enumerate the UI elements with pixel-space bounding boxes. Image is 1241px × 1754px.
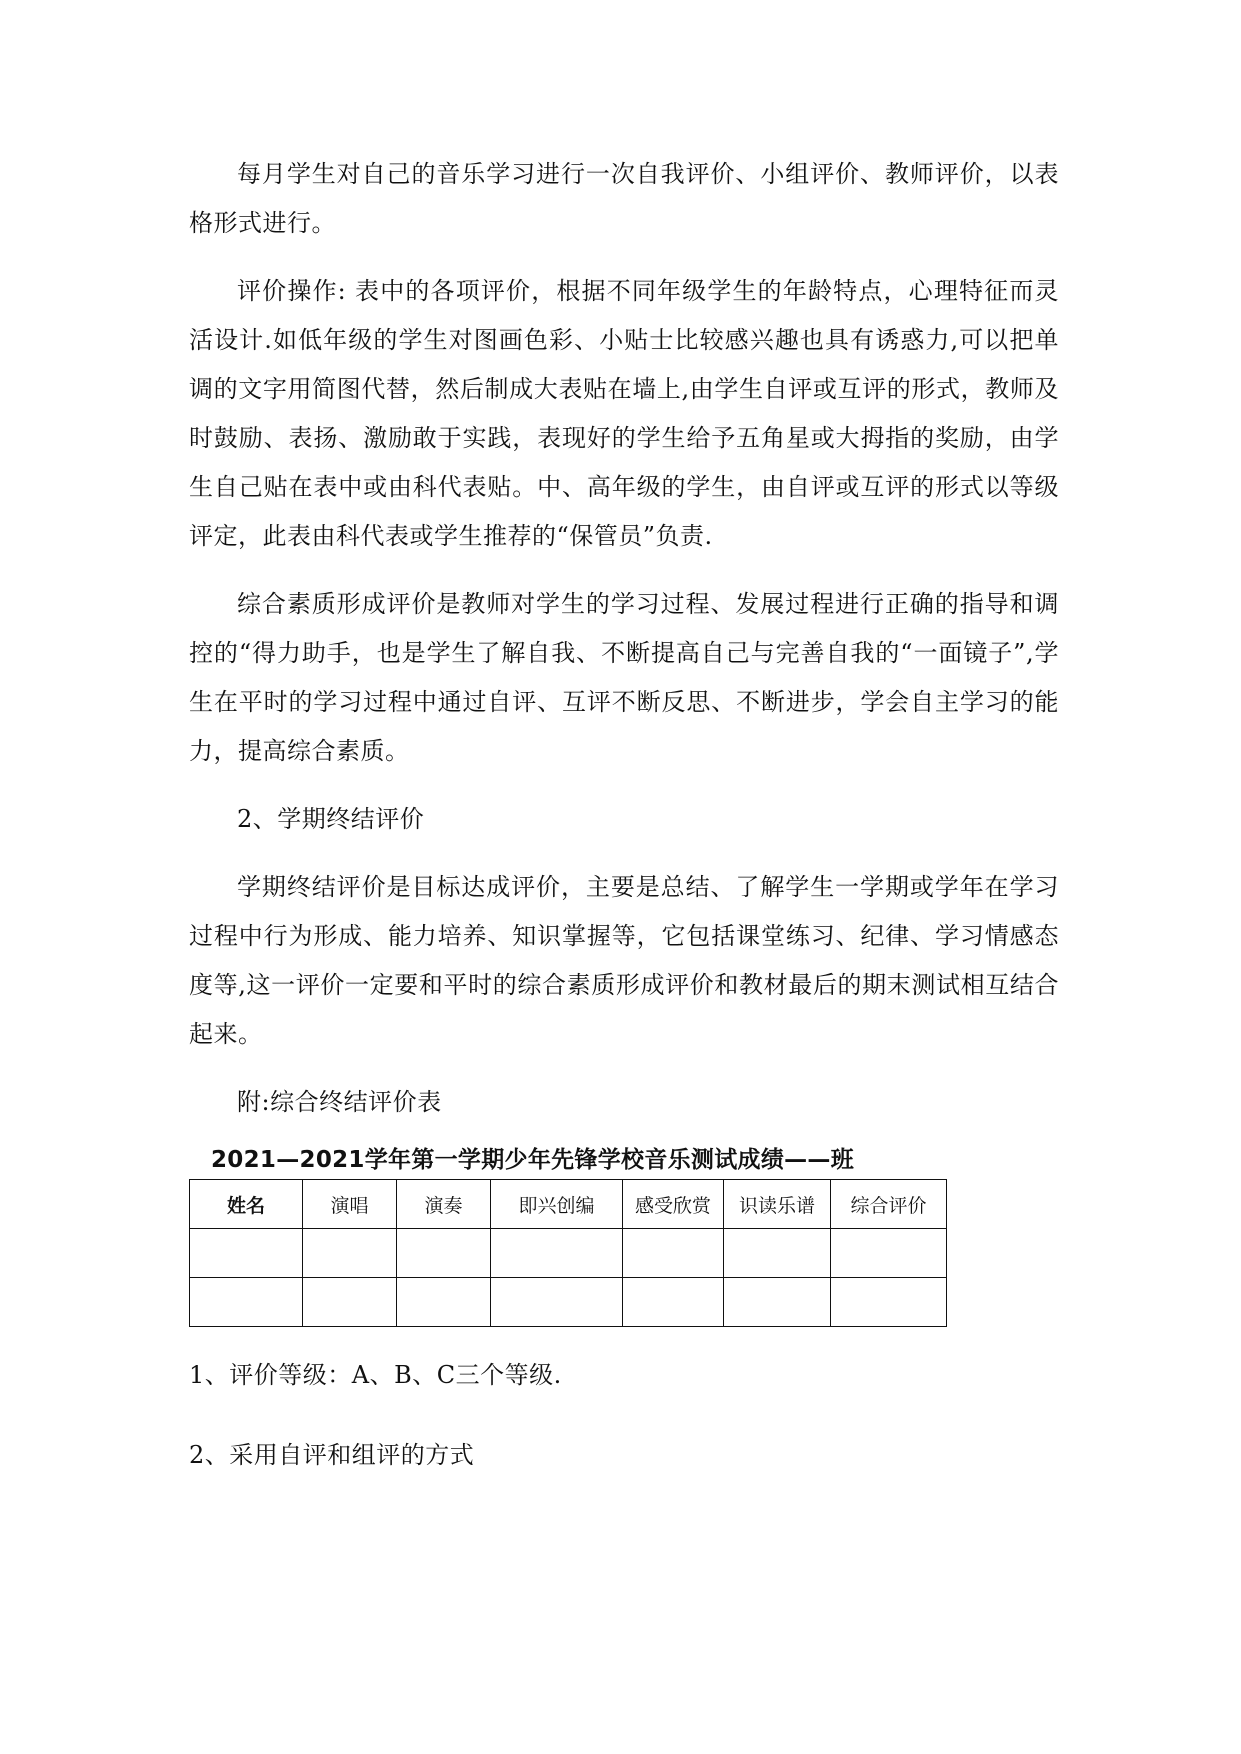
header-improvisation: 即兴创编 <box>491 1180 623 1229</box>
table-title: 2021—2021学年第一学期少年先锋学校音乐测试成绩——班 <box>211 1147 855 1173</box>
table-cell <box>303 1278 397 1327</box>
table-cell <box>303 1229 397 1278</box>
paragraph-monthly-evaluation: 每月学生对自己的音乐学习进行一次自我评价、小组评价、教师评价，以表格形式进行。 <box>189 160 1059 237</box>
table-cell <box>623 1229 724 1278</box>
table-cell <box>397 1278 491 1327</box>
table-cell <box>190 1278 303 1327</box>
table-row <box>190 1278 947 1327</box>
header-score-reading: 识读乐谱 <box>724 1180 831 1229</box>
section-heading-term-final-evaluation: 2、学期终结评价 <box>237 805 425 833</box>
paragraph-comprehensive-quality: 综合素质形成评价是教师对学生的学习过程、发展过程进行正确的指导和调控的“得力助手，也是学生了解自我、不断提高自己与完善自我的“一面镜子”,学生在平时的学习过程中通过自评、互评不断反思、不断进步，学会自主学习的能力，提高综合素质。 <box>189 590 1059 765</box>
table-cell <box>491 1278 623 1327</box>
score-table <box>189 1179 947 1327</box>
table-cell <box>724 1229 831 1278</box>
table-cell <box>831 1229 947 1278</box>
document-page <box>189 150 1059 1480</box>
table-cell <box>623 1278 724 1327</box>
table-cell <box>190 1229 303 1278</box>
table-row <box>190 1229 947 1278</box>
table-cell <box>831 1278 947 1327</box>
table-cell <box>397 1229 491 1278</box>
paragraph-evaluation-operation: 评价操作: 表中的各项评价，根据不同年级学生的年龄特点，心理特征而灵活设计.如低年级的学生对图画色彩、小贴士比较感兴趣也具有诱惑力,可以把单调的文字用简图代替，然后制成大表贴在墙上,由学生自评或互评的形式，教师及时鼓励、表扬、激励敢于实践，表现好的学生给予五角星或大拇指的奖励，由学生自己贴在表中或由科代表贴。中、高年级的学生，由自评或互评的形式以等级评定，此表由科代表或学生推荐的“保管员”负责. <box>189 277 1059 550</box>
note-evaluation-grades: 1、评价等级：A、B、C三个等级. <box>189 1361 562 1389</box>
header-name: 姓名 <box>190 1180 303 1229</box>
appendix-label: 附:综合终结评价表 <box>237 1088 442 1116</box>
note-evaluation-method: 2、采用自评和组评的方式 <box>189 1441 475 1469</box>
header-overall-evaluation: 综合评价 <box>831 1180 947 1229</box>
header-appreciation: 感受欣赏 <box>623 1180 724 1229</box>
table-cell <box>724 1278 831 1327</box>
paragraph-term-final-evaluation: 学期终结评价是目标达成评价，主要是总结、了解学生一学期或学年在学习过程中行为形成、能力培养、知识掌握等，它包括课堂练习、纪律、学习情感态度等,这一评价一定要和平时的综合素质形成评价和教材最后的期末测试相互结合起来。 <box>189 873 1059 1048</box>
header-singing: 演唱 <box>303 1180 397 1229</box>
header-playing: 演奏 <box>397 1180 491 1229</box>
table-cell <box>491 1229 623 1278</box>
table-header-row <box>190 1180 947 1229</box>
